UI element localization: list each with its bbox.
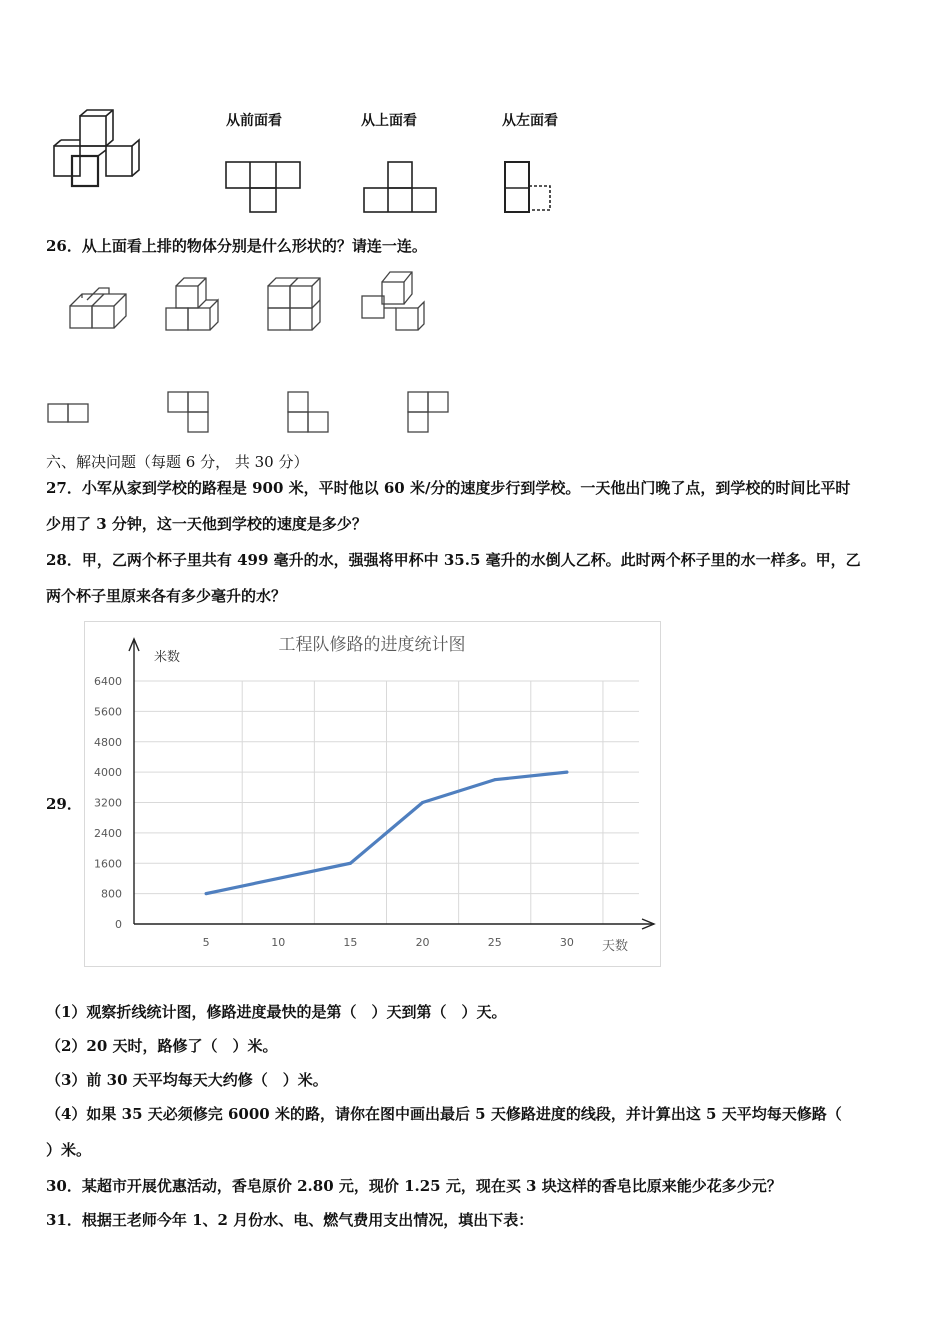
question-31: 31．根据王老师今年 1、2 月份水、电、燃气费用支出情况，填出下表： (46, 1211, 534, 1229)
cube-solid-figure (40, 100, 160, 195)
y-tick-label: 4000 (94, 766, 122, 780)
section-6-heading: 六、解决问题（每题 6 分， 共 30 分） (46, 453, 309, 471)
y-tick-label: 0 (115, 918, 122, 931)
question-30: 30．某超市开展优惠活动，香皂原价 2.80 元，现价 1.25 元，现在买 3 块这样的香皂比原来能少花多少元？ (46, 1177, 782, 1195)
x-tick-label: 20 (415, 936, 430, 949)
question-29-sub-2: （2）20 天时，路修了（ ）米。 (46, 1037, 278, 1055)
top-view-figure (362, 160, 442, 215)
y-tick-label: 5600 (94, 705, 122, 719)
data-point (349, 862, 352, 865)
x-tick-label: 5 (202, 936, 210, 949)
q26-solid-2 (166, 278, 218, 330)
question-27-line-2: 少用了 3 分钟，这一天他到学校的速度是多少？ (46, 515, 367, 533)
q26-shape-2 (168, 392, 208, 432)
front-view-label: 从前面看 (226, 113, 282, 129)
y-tick-label: 800 (101, 887, 122, 901)
top-view-label: 从上面看 (361, 113, 417, 129)
y-axis-label: 米数 (154, 650, 181, 665)
x-tick-label: 30 (559, 936, 574, 949)
q26-shapes-row (46, 388, 466, 438)
q26-solids-row (62, 268, 432, 338)
question-28-line-1: 28．甲，乙两个杯子里共有 499 毫升的水，强强将甲杯中 35.5 毫升的水倒人乙杯。此时两个杯子里的水一样多。甲，乙 (46, 551, 861, 569)
q26-shape-1 (48, 404, 88, 422)
question-29-number: 29． (46, 795, 82, 813)
data-point (565, 771, 568, 774)
y-tick-label: 4800 (94, 735, 122, 749)
q26-solid-1 (70, 288, 126, 328)
chart-frame (85, 622, 661, 967)
left-view-figure (500, 160, 560, 215)
road-progress-line-chart (84, 621, 661, 967)
q26-shape-3 (288, 392, 328, 432)
data-point (421, 801, 424, 804)
question-29-sub-4-line-2: ）米。 (46, 1141, 92, 1159)
y-tick-label: 1600 (94, 857, 122, 871)
question-26: 26．从上面看上排的物体分别是什么形状的？请连一连。 (46, 237, 427, 255)
chart-title: 工程队修路的进度统计图 (278, 635, 466, 655)
left-view-label: 从左面看 (502, 113, 558, 129)
question-28-line-2: 两个杯子里原来各有多少毫升的水？ (46, 587, 287, 605)
y-tick-label: 6400 (94, 675, 122, 688)
x-axis-label: 天数 (602, 939, 629, 954)
x-tick-label: 10 (271, 936, 286, 949)
y-tick-label: 3200 (94, 796, 122, 810)
y-tick-label: 2400 (94, 826, 122, 840)
question-27-line-1: 27．小军从家到学校的路程是 900 米，平时他以 60 米/分的速度步行到学校。一天他出门晚了点，到学校的时间比平时 (46, 479, 851, 497)
q26-shape-4 (408, 392, 448, 432)
q26-solid-4 (362, 272, 424, 330)
data-point (277, 877, 280, 880)
data-point (205, 892, 208, 895)
x-tick-label: 15 (343, 936, 358, 949)
question-29-sub-1: （1）观察折线统计图，修路进度最快的是第（ ）天到第（ ）天。 (46, 1003, 507, 1021)
question-29-sub-3: （3）前 30 天平均每天大约修（ ）米。 (46, 1071, 328, 1089)
q26-solid-3 (268, 278, 320, 330)
question-29-sub-4-line-1: （4）如果 35 天必须修完 6000 米的路，请你在图中画出最后 5 天修路进度的线段，并计算出这 5 天平均每天修路（ (46, 1105, 842, 1123)
front-view-figure (224, 160, 304, 215)
x-tick-label: 25 (487, 936, 502, 949)
data-point (493, 778, 496, 781)
